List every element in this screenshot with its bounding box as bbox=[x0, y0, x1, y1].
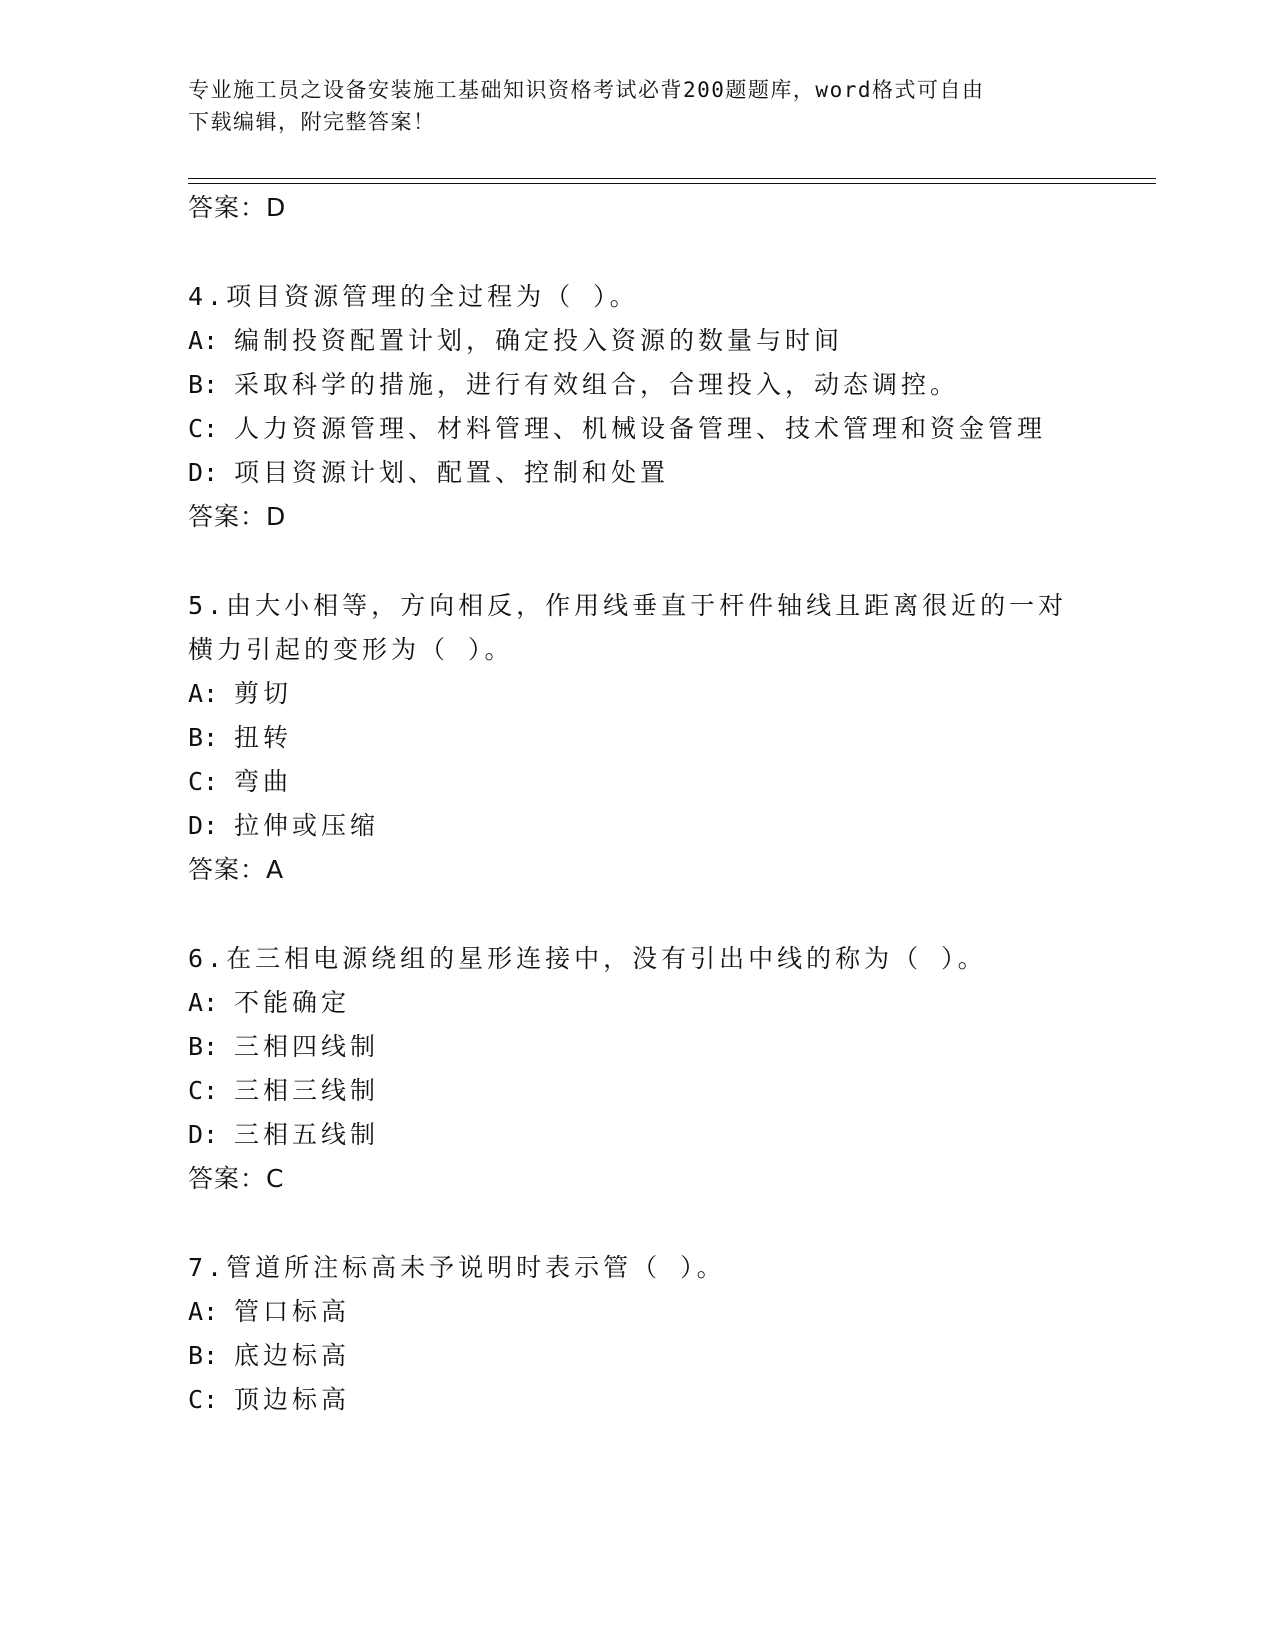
option-label: C: bbox=[188, 1076, 219, 1105]
header-line-1: 专业施工员之设备安装施工基础知识资格考试必背200题题库，word格式可自由 bbox=[188, 78, 985, 102]
option-text: 项目资源计划、配置、控制和处置 bbox=[234, 458, 670, 487]
option-text: 顶边标高 bbox=[234, 1385, 351, 1414]
option-text: 人力资源管理、材料管理、机械设备管理、技术管理和资金管理 bbox=[234, 414, 1047, 443]
option-label: A: bbox=[188, 679, 219, 708]
question-6-option-d bbox=[188, 1120, 379, 1150]
option-label: C: bbox=[188, 1385, 219, 1414]
question-6-stem: 6.在三相电源绕组的星形连接中，没有引出中线的称为（ ）。 bbox=[188, 944, 987, 973]
answer-q5: 答案：A bbox=[188, 855, 285, 884]
option-text: 采取科学的措施，进行有效组合，合理投入，动态调控。 bbox=[234, 370, 960, 399]
option-label: B: bbox=[188, 1032, 219, 1061]
question-4-option-c bbox=[188, 414, 1046, 444]
option-text: 弯曲 bbox=[234, 767, 293, 796]
option-label: B: bbox=[188, 723, 219, 752]
question-5-stem-line-1: 5.由大小相等，方向相反，作用线垂直于杆件轴线且距离很近的一对 bbox=[188, 591, 1068, 620]
question-7-stem: 7.管道所注标高未予说明时表示管（ ）。 bbox=[188, 1253, 726, 1282]
option-label: D: bbox=[188, 811, 219, 840]
option-label: B: bbox=[188, 1341, 219, 1370]
option-label: A: bbox=[188, 326, 219, 355]
option-text: 底边标高 bbox=[234, 1341, 351, 1370]
header-line-2: 下载编辑，附完整答案！ bbox=[188, 110, 436, 134]
option-label: C: bbox=[188, 414, 219, 443]
question-6-option-c bbox=[188, 1076, 379, 1106]
option-text: 编制投资配置计划，确定投入资源的数量与时间 bbox=[234, 326, 844, 355]
option-text: 不能确定 bbox=[234, 988, 351, 1017]
option-label: A: bbox=[188, 1297, 219, 1326]
answer-q4: 答案：D bbox=[188, 502, 287, 531]
question-4-stem: 4.项目资源管理的全过程为（ ）。 bbox=[188, 282, 639, 311]
header-divider-bottom bbox=[188, 183, 1156, 184]
option-text: 拉伸或压缩 bbox=[234, 811, 380, 840]
question-5-option-d bbox=[188, 811, 379, 841]
question-6-option-a bbox=[188, 988, 350, 1018]
option-text: 三相四线制 bbox=[234, 1032, 380, 1061]
question-5-option-b bbox=[188, 723, 292, 753]
option-label: D: bbox=[188, 1120, 219, 1149]
document-header bbox=[188, 74, 1088, 138]
option-label: C: bbox=[188, 767, 219, 796]
question-4-option-b bbox=[188, 370, 959, 400]
option-text: 管口标高 bbox=[234, 1297, 351, 1326]
header-divider-top bbox=[188, 178, 1156, 179]
question-5-stem-line-2: 横力引起的变形为（ ）。 bbox=[188, 635, 514, 664]
option-text: 剪切 bbox=[234, 679, 293, 708]
question-4-option-a bbox=[188, 326, 843, 356]
option-label: D: bbox=[188, 458, 219, 487]
option-text: 三相三线制 bbox=[234, 1076, 380, 1105]
question-4-option-d bbox=[188, 458, 669, 488]
answer-q3: 答案：D bbox=[188, 193, 287, 222]
question-6-option-b bbox=[188, 1032, 379, 1062]
option-label: A: bbox=[188, 988, 219, 1017]
question-7-option-a bbox=[188, 1297, 350, 1327]
question-5-option-a bbox=[188, 679, 292, 709]
option-label: B: bbox=[188, 370, 219, 399]
question-5-option-c bbox=[188, 767, 292, 797]
question-7-option-b bbox=[188, 1341, 350, 1371]
answer-q6: 答案：C bbox=[188, 1164, 285, 1193]
option-text: 三相五线制 bbox=[234, 1120, 380, 1149]
option-text: 扭转 bbox=[234, 723, 293, 752]
question-7-option-c bbox=[188, 1385, 350, 1415]
